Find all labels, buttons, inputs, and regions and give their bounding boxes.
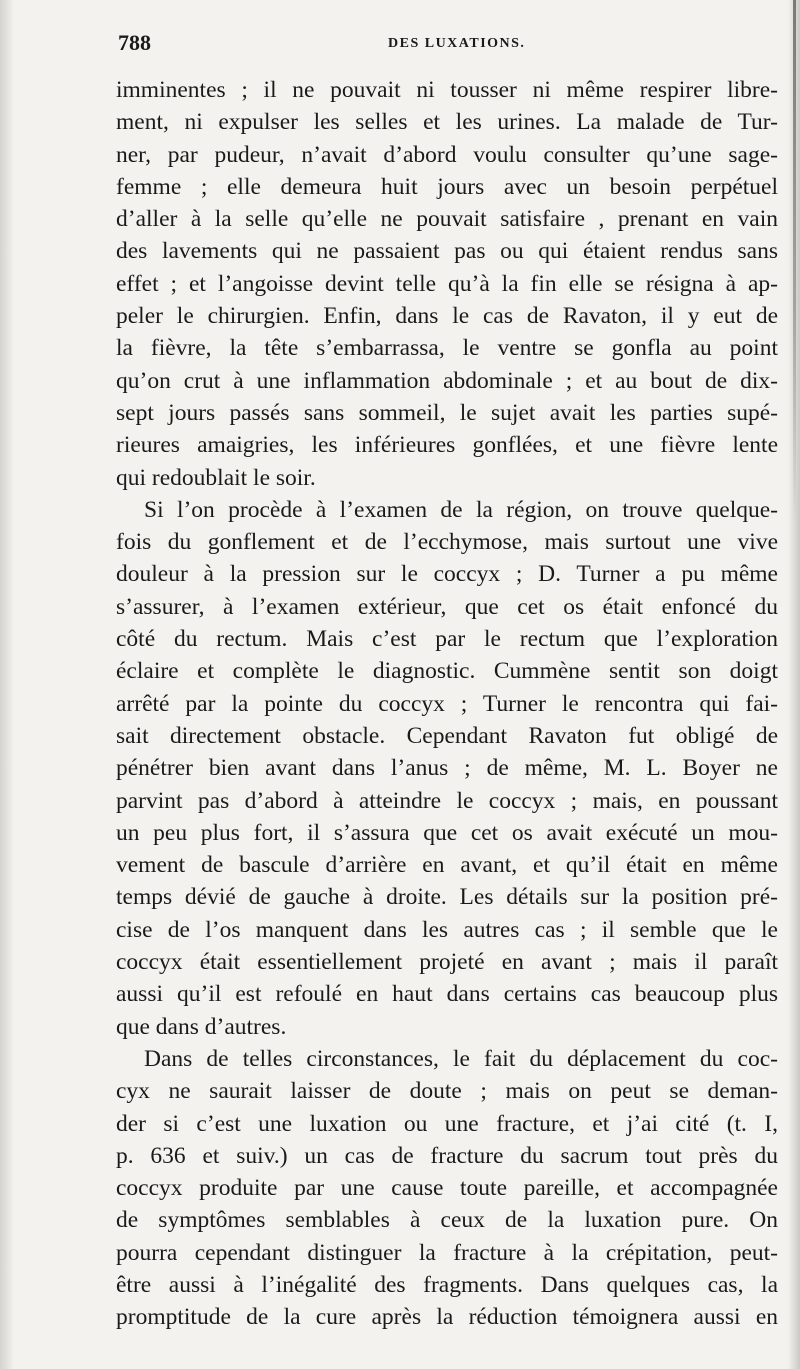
- text-line: des lavements qui ne passaient pas ou qui étaient rendus sans: [116, 238, 778, 265]
- text-line: ment, ni expulser les selles et les urines. La malade de Tur-: [116, 109, 778, 136]
- text-line: cise de l’os manquent dans les autres cas ; il semble que le: [116, 916, 778, 943]
- text-line: un peu plus fort, il s’assura que cet os avait exécuté un mou-: [116, 819, 778, 846]
- text-line: imminentes ; il ne pouvait ni tousser ni même respirer libre-: [116, 77, 778, 103]
- text-line: arrêté par la pointe du coccyx ; Turner le rencontra qui fai-: [116, 690, 778, 717]
- text-line: coccyx produite par une cause toute pareille, et accompagnée: [116, 1175, 778, 1202]
- text-line: p. 636 et suiv.) un cas de fracture du sacrum tout près du: [116, 1142, 778, 1169]
- text-line: ner, par pudeur, n’avait d’abord voulu consulter qu’une sage-: [116, 141, 778, 168]
- text-line: Dans de telles circonstances, le fait du déplacement du coc-: [144, 1045, 778, 1072]
- text-line: qu’on crut à une inflammation abdominale ; et au bout de dix-: [116, 367, 778, 394]
- text-line: cyx ne saurait laisser de doute ; mais on peut se deman-: [116, 1078, 778, 1105]
- text-line: parvint pas d’abord à atteindre le coccyx ; mais, en poussant: [116, 787, 778, 814]
- text-line: aussi qu’il est refoulé en haut dans certains cas beaucoup plus: [116, 981, 778, 1008]
- text-line: temps dévié de gauche à droite. Les détails sur la position pré-: [116, 884, 778, 911]
- text-line: fois du gonflement et de l’ecchymose, mais surtout une vive: [116, 529, 778, 556]
- text-line: de symptômes semblables à ceux de la luxation pure. On: [116, 1207, 778, 1234]
- page-edge-mark: [793, 0, 796, 520]
- text-line: rieures amaigries, les inférieures gonflées, et une fièvre lente: [116, 432, 778, 459]
- text-line: der si c’est une luxation ou une fracture, et j’ai cité (t. I,: [116, 1110, 778, 1137]
- text-line: effet ; et l’angoisse devint telle qu’à la fin elle se résigna à ap-: [116, 270, 778, 297]
- text-line: Si l’on procède à l’examen de la région, on trouve quelque-: [144, 496, 778, 523]
- page-left-shadow: [0, 0, 14, 1369]
- text-line: que dans d’autres.: [116, 1013, 287, 1040]
- text-line: promptitude de la cure après la réduction témoignera aussi en: [116, 1304, 778, 1331]
- text-line: être aussi à l’inégalité des fragments. Dans quelques cas, la: [116, 1271, 778, 1298]
- text-line: vement de bascule d’arrière en avant, et qu’il était en même: [116, 852, 778, 879]
- page-header: [118, 30, 778, 64]
- text-line: peler le chirurgien. Enfin, dans le cas de Ravaton, il y eut de: [116, 303, 778, 330]
- text-line: éclaire et complète le diagnostic. Cummène sentit son doigt: [116, 658, 778, 685]
- text-line: sept jours passés sans sommeil, le sujet avait les parties supé-: [116, 399, 778, 426]
- text-line: s’assurer, à l’examen extérieur, que cet os était enfoncé du: [116, 593, 778, 620]
- page-number: 788: [118, 30, 151, 55]
- text-line: pourra cependant distinguer la fracture à la crépitation, peut-: [116, 1239, 778, 1266]
- running-title: DES LUXATIONS.: [388, 36, 526, 51]
- text-line: d’aller à la selle qu’elle ne pouvait satisfaire , prenant en vain: [116, 206, 778, 233]
- text-line: côté du rectum. Mais c’est par le rectum que l’exploration: [116, 626, 778, 653]
- text-line: douleur à la pression sur le coccyx ; D. Turner a pu même: [116, 561, 778, 588]
- text-line: qui redoublait le soir.: [116, 464, 316, 491]
- text-line: sait directement obstacle. Cependant Ravaton fut obligé de: [116, 722, 778, 749]
- text-line: pénétrer bien avant dans l’anus ; de même, M. L. Boyer ne: [116, 755, 778, 782]
- body-text: [116, 74, 778, 1334]
- text-line: coccyx était essentiellement projeté en avant ; mais il paraît: [116, 949, 778, 976]
- text-line: la fièvre, la tête s’embarrassa, le ventre se gonfla au point: [116, 335, 778, 362]
- text-line: femme ; elle demeura huit jours avec un besoin perpétuel: [116, 173, 778, 200]
